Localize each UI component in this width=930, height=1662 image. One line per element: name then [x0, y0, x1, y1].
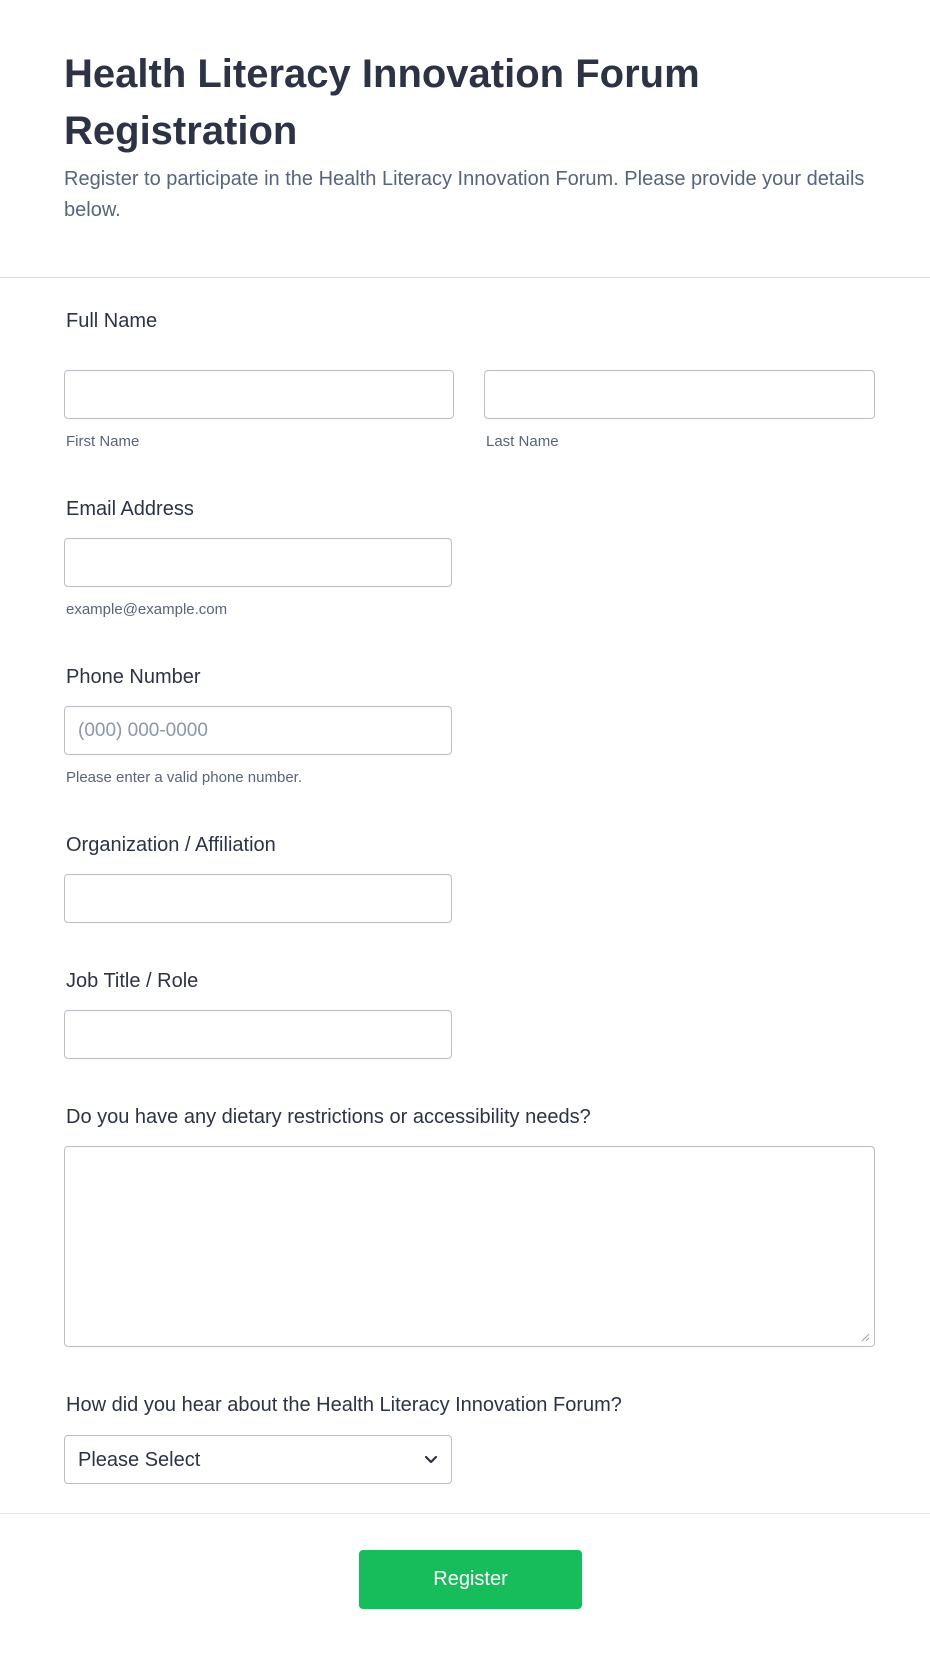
job-title-label: Job Title / Role — [66, 970, 199, 992]
phone-input[interactable] — [64, 706, 452, 755]
dietary-needs-textarea[interactable] — [64, 1146, 875, 1347]
referral-select-value: Please Select — [78, 1449, 201, 1471]
job-title-input[interactable] — [64, 1010, 452, 1059]
phone-label: Phone Number — [66, 666, 201, 688]
last-name-input[interactable] — [484, 370, 875, 419]
email-field[interactable] — [64, 538, 452, 587]
resize-grip-icon[interactable] — [860, 1332, 870, 1342]
first-name-sublabel: First Name — [66, 433, 140, 450]
form-description: Register to participate in the Health Literacy Innovation Forum. Please provide your details below. — [64, 168, 865, 221]
register-button[interactable]: Register — [359, 1550, 582, 1609]
chevron-down-icon — [424, 1455, 438, 1465]
organization-label: Organization / Affiliation — [66, 834, 276, 856]
form-header — [0, 0, 930, 278]
referral-label: How did you hear about the Health Literacy Innovation Forum? — [66, 1394, 622, 1416]
email-label: Email Address — [66, 498, 194, 520]
last-name-sublabel: Last Name — [486, 433, 559, 450]
dietary-needs-label: Do you have any dietary restrictions or accessibility needs? — [66, 1106, 591, 1128]
email-sublabel: example@example.com — [66, 601, 228, 618]
page-title: Health Literacy Innovation Forum Registration — [64, 52, 700, 153]
form-footer — [0, 1513, 930, 1662]
organization-input[interactable] — [64, 874, 452, 923]
full-name-label: Full Name — [66, 310, 158, 332]
first-name-input[interactable] — [64, 370, 454, 419]
referral-select[interactable] — [64, 1435, 452, 1484]
phone-sublabel: Please enter a valid phone number. — [66, 769, 302, 786]
